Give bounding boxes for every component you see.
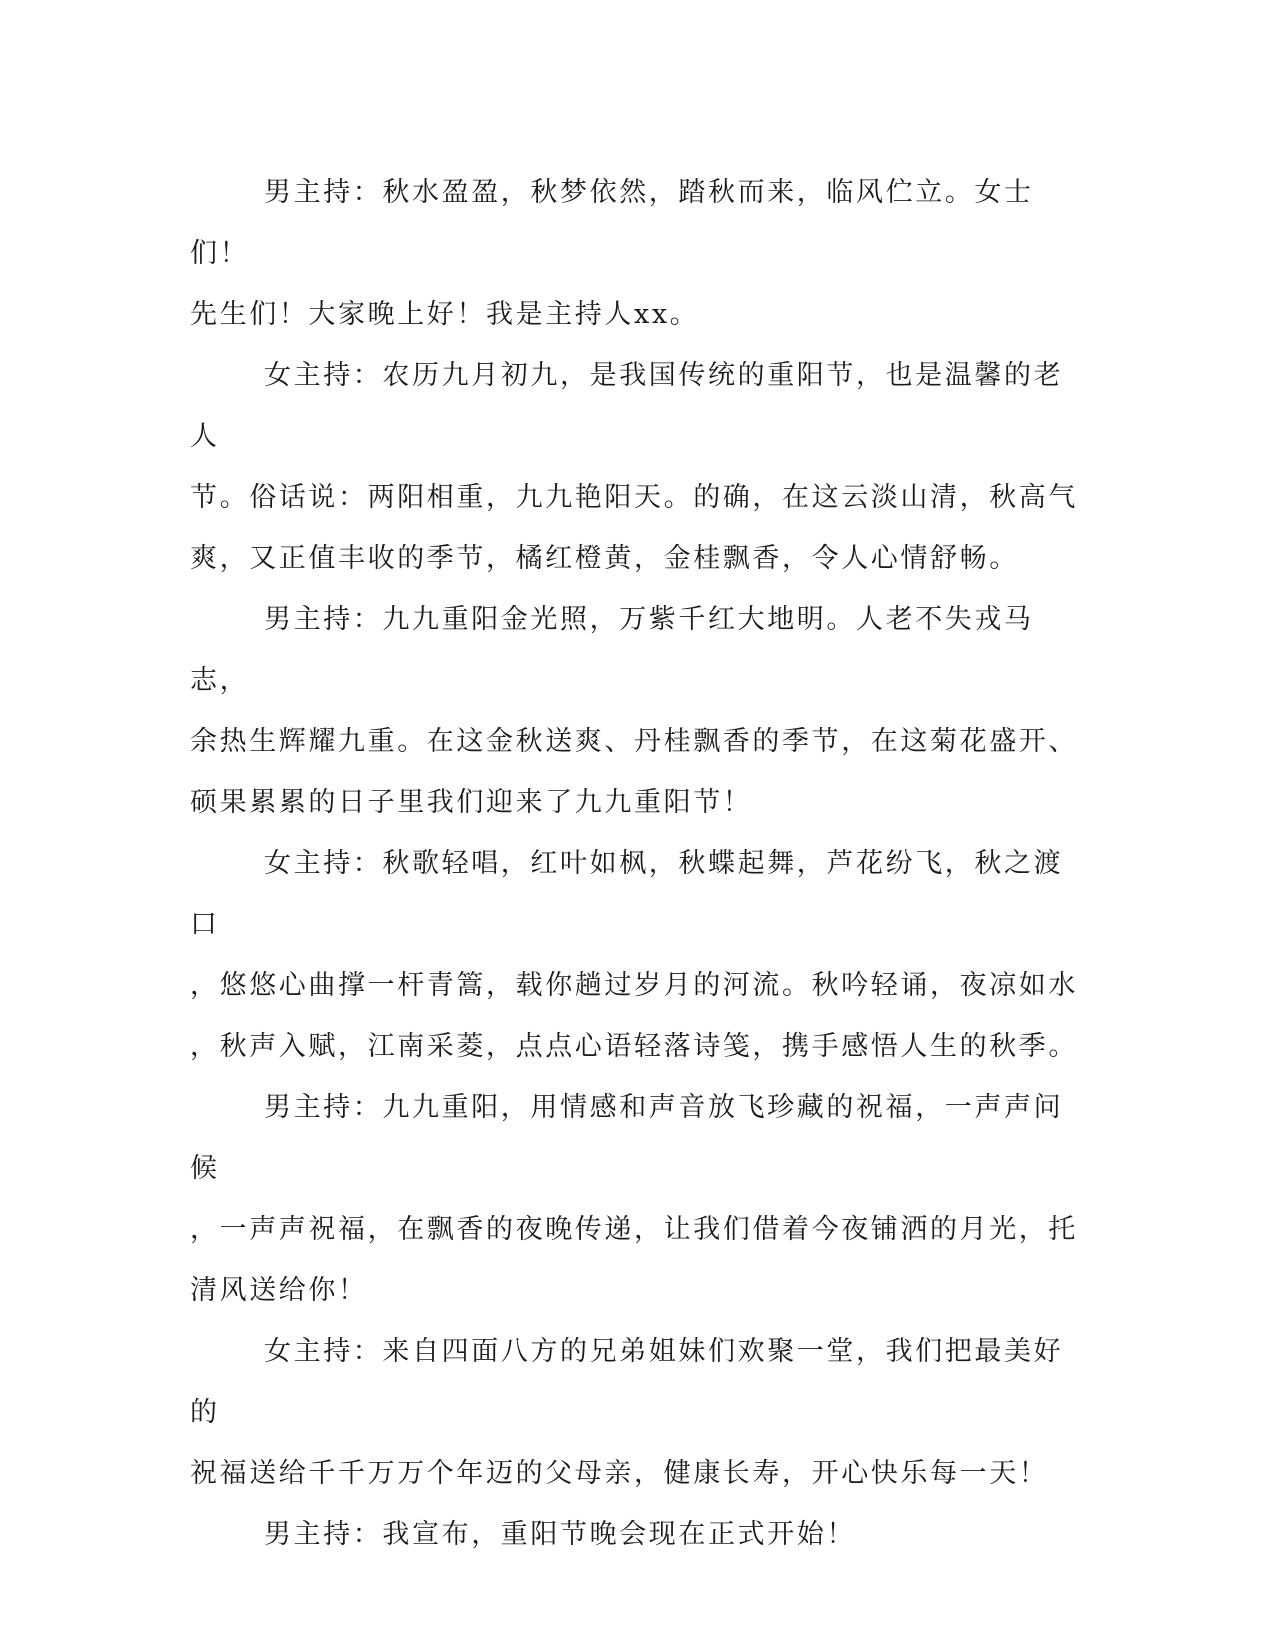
- paragraph-male-host-opening: 男主持：秋水盈盈，秋梦依然，踏秋而来，临风伫立。女士们！ 先生们！大家晚上好！我是主持人xx。: [190, 177, 1034, 330]
- paragraph-male-host-blessings: 男主持：九九重阳，用情感和声音放飞珍藏的祝福，一声声问候 ，一声声祝福，在飘香的夜晚传递，让我们借着今夜铺洒的月光，托 清风送给你！: [190, 1092, 1078, 1306]
- paragraph-female-host-autumn-song: 女主持：秋歌轻唱，红叶如枫，秋蝶起舞，芦花纷飞，秋之渡口 ，悠悠心曲撑一杆青篙，载你趟过岁月的河流。秋吟轻诵，夜凉如水 ，秋声入赋，江南采菱，点点心语轻落诗笺，携手感悟人生的秋季。: [190, 848, 1078, 1062]
- paragraph-male-host-poem: 男主持：九九重阳金光照，万紫千红大地明。人老不失戎马志， 余热生辉耀九重。在这金秋送爽、丹桂飘香的季节，在这菊花盛开、 硕果累累的日子里我们迎来了九九重阳节！: [190, 604, 1078, 818]
- document-body: [190, 162, 1080, 1565]
- paragraph-female-host-festival-intro: 女主持：农历九月初九，是我国传统的重阳节，也是温馨的老人 节。俗话说：两阳相重，九九艳阳天。的确，在这云淡山清，秋高气 爽，又正值丰收的季节，橘红橙黄，金桂飘香，令人心情舒畅。: [190, 360, 1078, 574]
- paragraph-male-host-announcement: 男主持：我宣布，重阳节晚会现在正式开始！: [264, 1519, 856, 1550]
- paragraph-female-host-gathering: 女主持：来自四面八方的兄弟姐妹们欢聚一堂，我们把最美好的 祝福送给千千万万个年迈的父母亲，健康长寿，开心快乐每一天！: [190, 1336, 1064, 1489]
